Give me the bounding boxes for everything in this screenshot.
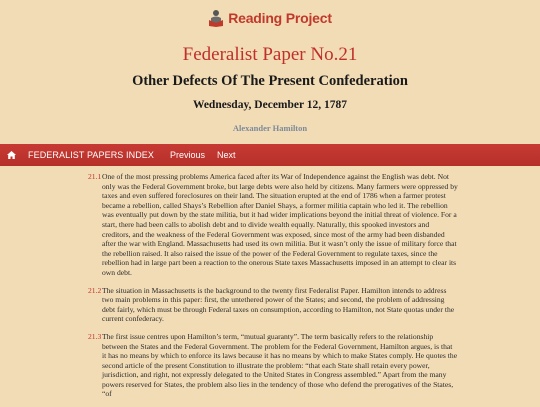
paragraph-text: The situation in Massachusetts is the background to the twenty first Federalist Paper. Hamilton intends to address two main problems in this paper: first, the untethered power of the States; and second, the problem of addressing debt fairly, which must be through Federal taxes on consumption, according to Hamilton, not State quotas under the current confederacy. bbox=[102, 285, 455, 324]
paragraph-text: The first issue centres upon Hamilton’s term, “mutual guaranty”. The term basically refers to the relationship between the States and the Federal Government. The problem for the Federal Government, Hamilton argues, is that it has no means by which to enforce its laws because it has no means by which to make States comply. He quotes the second article of the present Constitution to illustrate the problem: “that each State shall retain every power, jurisdiction, and right, not expressly delegated to the United States in Congress assembled.” Apart from the many powers reserved for States, the problem also lies in the tendency of those who defend the prerogatives of the States, “of bbox=[102, 331, 458, 399]
nav-previous-link[interactable]: Previous bbox=[170, 150, 206, 160]
paragraph bbox=[88, 286, 458, 324]
brand-name: Reading Project bbox=[228, 10, 332, 26]
site-logo[interactable] bbox=[0, 9, 540, 27]
nav-index-link[interactable]: FEDERALIST PAPERS INDEX bbox=[28, 150, 155, 160]
publication-date: Wednesday, December 12, 1787 bbox=[192, 99, 348, 111]
paragraph-number: 21.1 bbox=[88, 172, 102, 181]
author-name[interactable]: Alexander Hamilton bbox=[232, 123, 308, 133]
article-body bbox=[88, 172, 458, 407]
paragraph-number: 21.3 bbox=[88, 331, 102, 341]
paragraph bbox=[88, 172, 458, 278]
book-reader-icon bbox=[208, 9, 224, 27]
nav-bar bbox=[0, 144, 540, 166]
nav-next-link[interactable]: Next bbox=[217, 150, 236, 160]
page-subtitle: Other Defects Of The Present Confederation bbox=[132, 73, 408, 89]
home-icon[interactable] bbox=[0, 144, 22, 166]
page-title: Federalist Paper No.21 bbox=[182, 44, 358, 65]
paragraph-text: One of the most pressing problems America faced after its War of Independence against the English was debt. Not only was the Federal Government broke, but large debts were also held by citizens. Many farmers were oppressed by taxes and even suffered foreclosures on their land. The situation erupted at the end of 1786 when a farmer protest became a rebellion, called Shays’s Rebellion after Daniel Shays, a former militia captain who led it. The rebellion was eventually put down by the state militia, but it had wider implications beyond the initial threat of violence. For a start, there had been calls to abolish debt and to divide wealth equally. Naturally, this spooked investors and creditors, and the weakness of the Federal Government was exposed, since most of the army had been disbanded after the war with England. Massachusetts had used its own militia. But it wasn’t only the issue of military force that the rebellion raised. It also raised the issue of the power of the Federal Government to regulate taxes, since the rebellion had in large part been a reaction to the onerous State taxes Massachusetts imposed in an attempt to clear its own debt. bbox=[102, 172, 458, 277]
paragraph-number: 21.2 bbox=[88, 285, 102, 295]
paragraph bbox=[88, 332, 458, 399]
